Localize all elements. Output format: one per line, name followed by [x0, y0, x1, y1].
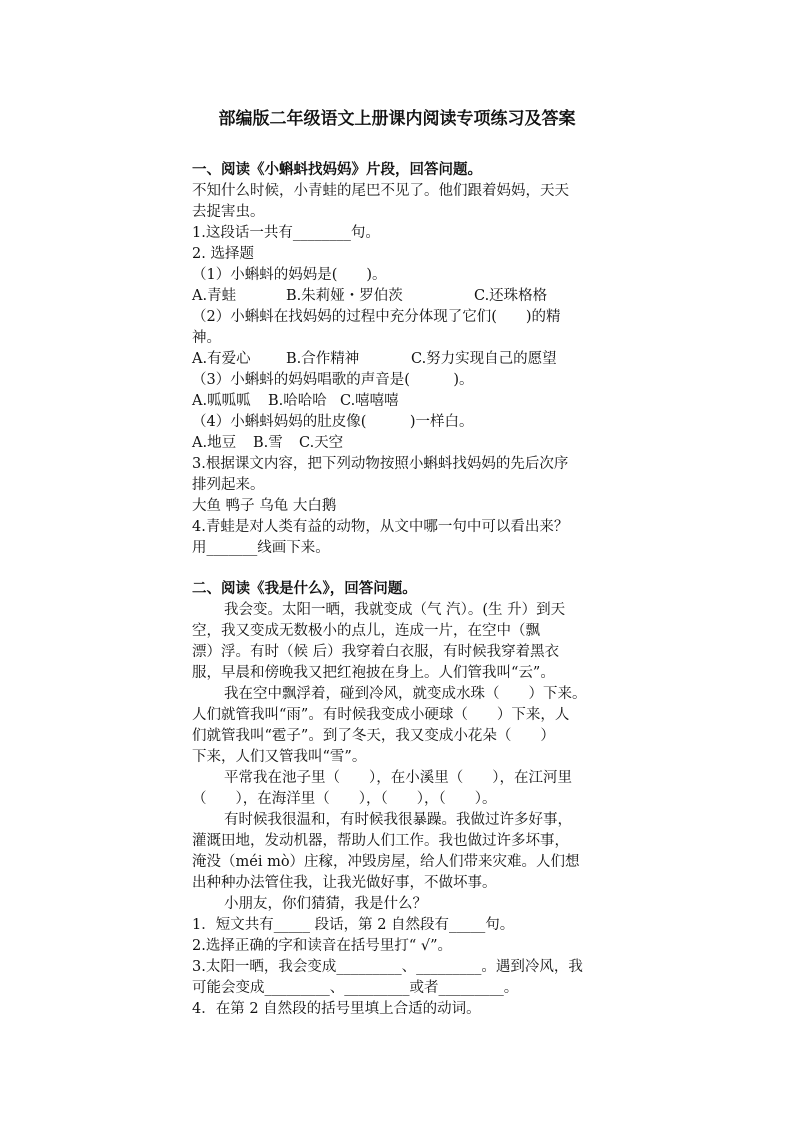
passage-line: 空，我又变成无数极小的点儿，连成一片，在空中（飘	[192, 623, 540, 639]
question-2-3: （3）小蝌蚪的妈妈唱歌的声音是( )。	[192, 372, 474, 388]
question-2-4: （4）小蝌蚪妈妈的肚皮像( )一样白。	[192, 414, 474, 430]
question-3-cont: 排列起来。	[192, 477, 265, 493]
question-4: 4.青蛙是对人类有益的动物，从文中哪一句中可以看出来？	[192, 519, 569, 535]
passage-line: 有时候我很温和，有时候我很暴躁。我做过许多好事，	[224, 812, 572, 828]
document-title: 部编版二年级语文上册课内阅读专项练习及答案	[218, 109, 576, 129]
option-b: B.合作精神	[286, 351, 360, 367]
passage-line: （ ），在海洋里（ ），（ ），（ ）。	[192, 791, 497, 807]
passage-line: 下来，人们又管我叫“雪”。	[192, 749, 367, 765]
option-a: A.有爱心	[192, 351, 251, 367]
question-4-cont: 用_______线画下来。	[192, 540, 330, 556]
option-b: B.雪	[253, 435, 283, 451]
question-2-title: 2. 选择题	[192, 246, 254, 262]
animal-list: 大鱼 鸭子 乌龟 大白鹅	[192, 498, 337, 514]
passage-line: 出种种办法管住我，让我光做好事，不做坏事。	[192, 875, 497, 891]
passage-line: 服，早晨和傍晚我又把红袍披在身上。人们管我叫“云”。	[192, 665, 555, 681]
question-3: 3.根据课文内容，把下列动物按照小蝌蚪找妈妈的先后次序	[192, 456, 569, 472]
option-c: C.天空	[299, 435, 344, 451]
option-a: A.呱呱呱	[192, 393, 251, 409]
question-2-2: （2）小蝌蚪在找妈妈的过程中充分体现了它们( )的精	[192, 309, 561, 325]
section-1-heading: 一、阅读《小蝌蚪找妈妈》片段，回答问题。	[192, 162, 482, 178]
option-c: C.嘻嘻嘻	[340, 393, 399, 409]
option-b: B.朱莉娅・罗伯茨	[286, 288, 403, 304]
option-b: B.哈哈哈	[268, 393, 327, 409]
passage-line: 们就管我叫“雹子”。到了冬天，我又变成小花朵（ ）	[192, 728, 555, 744]
question-2-2-cont: 神。	[192, 330, 221, 346]
passage-line: 灌溉田地，发动机器，帮助人们工作。我也做过许多坏事，	[192, 833, 569, 849]
passage-line: 去捉害虫。	[192, 204, 265, 220]
passage-line: 不知什么时候，小青蛙的尾巴不见了。他们跟着妈妈，天天	[192, 183, 569, 199]
option-a: A.地豆	[192, 435, 237, 451]
question-4: 4．在第 2 自然段的括号里填上合适的动词。	[192, 1001, 481, 1017]
option-c: C.还珠格格	[474, 288, 548, 304]
passage-line: 我会变。太阳一晒，我就变成（气 汽）。(生 升）到天	[224, 602, 566, 618]
question-3-cont: 可能会变成_________、_________或者_________。	[192, 980, 519, 996]
question-1: 1．短文共有_____ 段话，第 2 自然段有_____句。	[192, 917, 515, 933]
passage-line: 漂）浮。有时（候 后）我穿着白衣服，有时候我穿着黑衣	[192, 644, 560, 660]
passage-line: 淹没（méi mò）庄稼，冲毁房屋，给人们带来灾难。人们想	[192, 854, 580, 870]
option-a: A.青蛙	[192, 288, 237, 304]
question-1: 1.这段话一共有________句。	[192, 225, 380, 241]
passage-line: 平常我在池子里（ ），在小溪里（ ），在江河里	[224, 770, 572, 786]
question-2-1: （1）小蝌蚪的妈妈是( )。	[192, 267, 387, 283]
passage-line: 我在空中飘浮着，碰到冷风，就变成水珠（ ）下来。	[224, 686, 587, 702]
option-c: C.努力实现自己的愿望	[411, 351, 557, 367]
question-3: 3.太阳一晒，我会变成_________、_________。遇到冷风，我	[192, 959, 583, 975]
passage-line: 人们就管我叫“雨”。有时候我变成小硬球（ ）下来，人	[192, 707, 570, 723]
passage-line: 小朋友，你们猜猜，我是什么？	[224, 896, 427, 912]
section-2-heading: 二、阅读《我是什么》，回答问题。	[192, 581, 417, 597]
question-2: 2.选择正确的字和读音在括号里打“ √”。	[192, 938, 453, 954]
